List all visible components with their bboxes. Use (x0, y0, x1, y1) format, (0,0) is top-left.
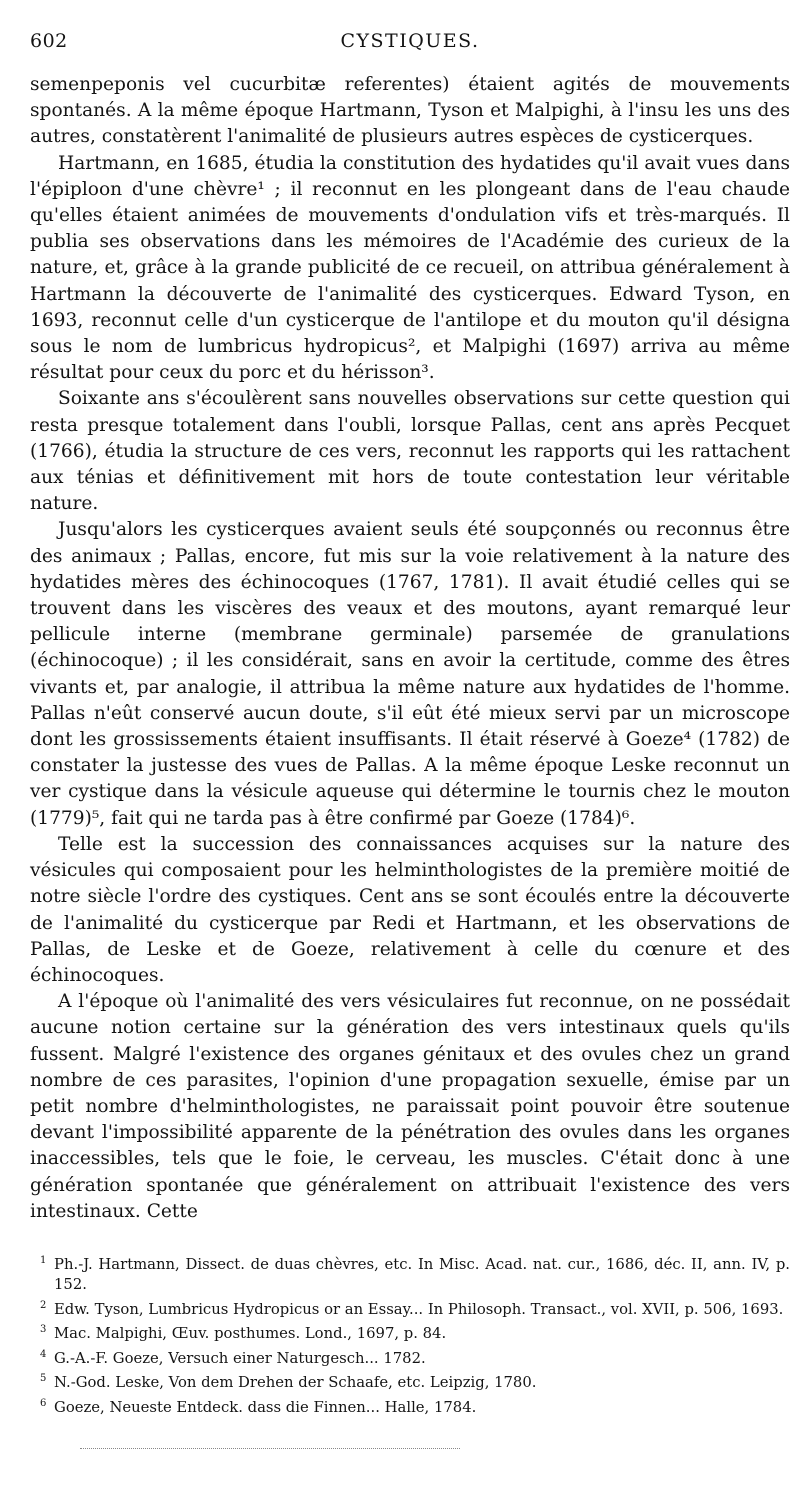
paragraph: Soixante ans s'écoulèrent sans nouvelles observations sur cette question qui resta presque totalement dans l'oubli, lorsque Pallas, cent ans après Pecquet (1766), étudia la structure de ces vers, reconnut les rapports qui les rattachent aux ténias et définitivement mit hors de toute contestation leur véritable nature. (30, 388, 790, 515)
footnote-number: 1 (40, 1254, 47, 1266)
page-header (30, 30, 790, 54)
footnote-text: Goeze, Neueste Entdeck. dass die Finnen... Halle, 1784. (54, 1398, 477, 1416)
book-page (30, 30, 790, 1418)
paragraph: A l'époque où l'animalité des vers vésiculaires fut reconnue, on ne possédait aucune notion certaine sur la génération des vers intestinaux quels qu'ils fussent. Malgré l'existence des organes génitaux et des ovules chez un grand nombre de ces parasites, l'opinion d'une propagation sexuelle, émise par un petit nombre d'helminthologistes, ne paraissait point pouvoir être soutenue devant l'impossibilité apparente de la pénétration des ovules dans les organes inaccessibles, tels que le foie, le cerveau, les muscles. C'était donc à une génération spontanée que généralement on attribuait l'existence des vers intestinaux. Cette (30, 991, 790, 1222)
footnote (30, 1296, 790, 1320)
footnote (30, 1394, 790, 1418)
footnote-text: G.-A.-F. Goeze, Versuch einer Naturgesch... 1782. (54, 1349, 426, 1367)
running-title: CYSTIQUES. (340, 30, 480, 52)
footnote-text: Edw. Tyson, Lumbricus Hydropicus or an Essay... In Philosoph. Transact., vol. XVII, p. 506, 1693. (54, 1300, 784, 1318)
paragraph: Hartmann, en 1685, étudia la constitution des hydatides qu'il avait vues dans l'épiploon d'une chèvre¹ ; il reconnut en les plongeant dans de l'eau chaude qu'elles étaient animées de mouvements d'ondulation vifs et très-marqués. Il publia ses observations dans les mémoires de l'Académie des curieux de la nature, et, grâce à la grande publicité de ce recueil, on attribua généralement à Hartmann la découverte de l'animalité des cysticerques. Edward Tyson, en 1693, reconnut celle d'un cysticerque de l'antilope et du mouton qu'il désigna sous le nom de lumbricus hydropicus², et Malpighi (1697) arriva au même résultat pour ceux du porc et du hérisson³. (30, 152, 790, 384)
bottom-dotted-rule (80, 1448, 460, 1449)
footnote-text: Mac. Malpighi, Œuv. posthumes. Lond., 1697, p. 84. (54, 1325, 447, 1343)
body-text (30, 72, 790, 1225)
footnote-number: 5 (40, 1373, 47, 1385)
footnotes (30, 1251, 790, 1418)
footnote (30, 1251, 790, 1296)
footnote-text: N.-God. Leske, Von dem Drehen der Schaafe, etc. Leipzig, 1780. (54, 1374, 537, 1392)
footnote-text: Ph.-J. Hartmann, Dissect. de duas chèvres, etc. In Misc. Acad. nat. cur., 1686, déc. II, ann. IV, p. 152. (54, 1255, 790, 1294)
footnote-number: 4 (40, 1348, 47, 1360)
paragraph: semenpeponis vel cucurbitæ referentes) étaient agités de mouvements spontanés. A la même époque Hartmann, Tyson et Malpighi, à l'insu les uns des autres, constatèrent l'animalité de plusieurs autres espèces de cysticerques. (30, 74, 790, 148)
footnote (30, 1345, 790, 1369)
page-number: 602 (30, 30, 68, 52)
footnote-number: 6 (40, 1397, 47, 1409)
footnote-number: 2 (40, 1299, 47, 1311)
footnote-number: 3 (40, 1324, 47, 1336)
footnote (30, 1320, 790, 1344)
paragraph: Telle est la succession des connaissances acquises sur la nature des vésicules qui composaient pour les helminthologistes de la première moitié de notre siècle l'ordre des cystiques. Cent ans se sont écoulés entre la découverte de l'animalité du cysticerque par Redi et Hartmann, et les observations de Pallas, de Leske et de Goeze, relativement à celle du cœnure et des échinocoques. (30, 833, 790, 986)
paragraph: Jusqu'alors les cysticerques avaient seuls été soupçonnés ou reconnus être des animaux ; Pallas, encore, fut mis sur la voie relativement à la nature des hydatides mères des échinocoques (1767, 1781). Il avait étudié celles qui se trouvent dans les viscères des veaux et des moutons, ayant remarqué leur pellicule interne (membrane germinale) parsemée de granulations (échinocoque) ; il les considérait, sans en avoir la certitude, comme des êtres vivants et, par analogie, il attribua la même nature aux hydatides de l'homme. Pallas n'eût conservé aucun doute, s'il eût été mieux servi par un microscope dont les grossissements étaient insuffisants. Il était réservé à Goeze⁴ (1782) de constater la justesse des vues de Pallas. A la même époque Leske reconnut un ver cystique dans la vésicule aqueuse qui détermine le tournis chez le mouton (1779)⁵, fait qui ne tarda pas à être confirmé par Goeze (1784)⁶. (30, 519, 790, 829)
footnote (30, 1369, 790, 1393)
